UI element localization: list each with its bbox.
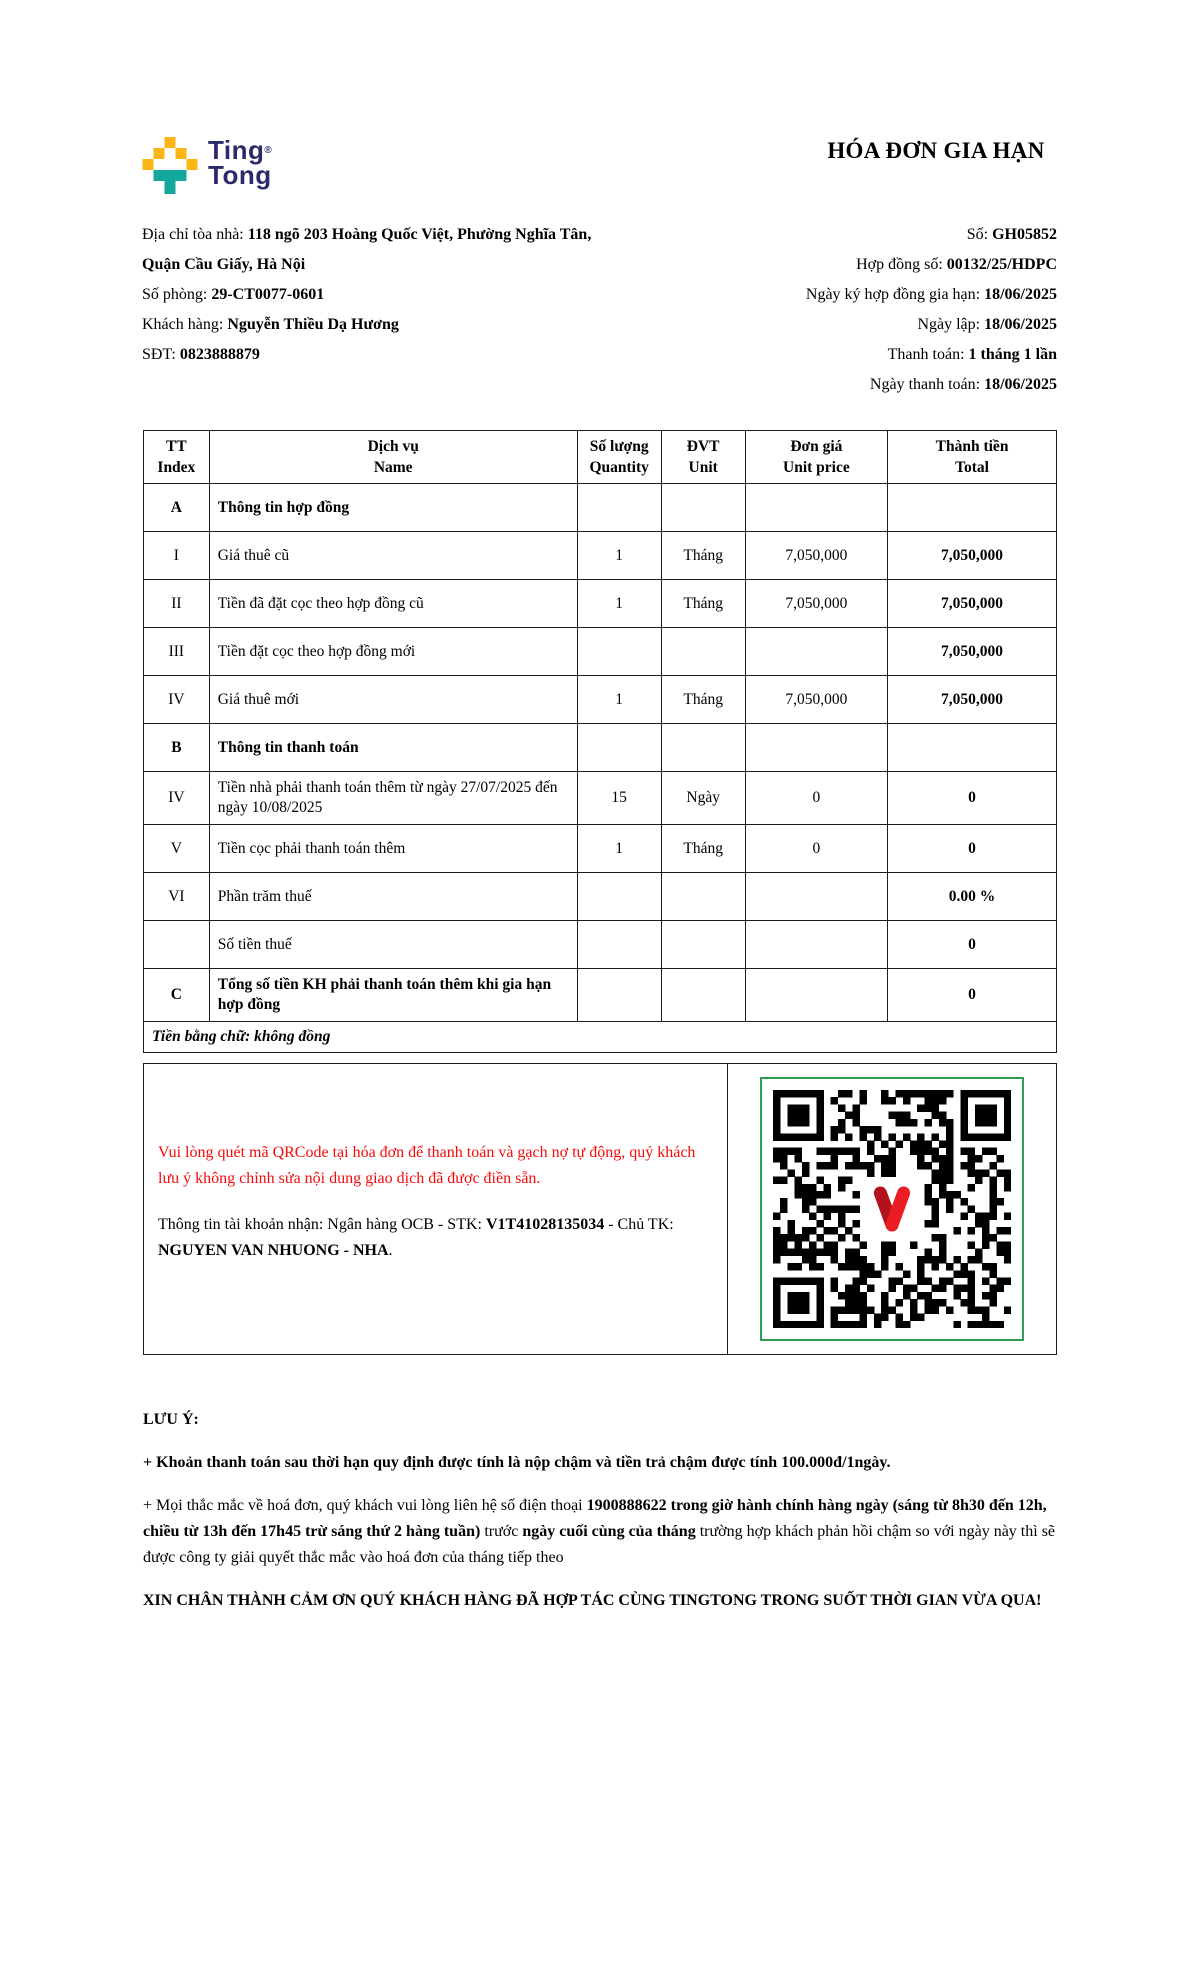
invoice-body bbox=[143, 430, 1057, 1614]
text-segment: trường hợp khách phản hồi chậm so với ngày này thì sẽ được công ty giải quyết thắc mắc vào hoá đơn của tháng tiếp theo bbox=[143, 1523, 1056, 1566]
text-segment: 1900888622 trong giờ hành chính hàng ngày (sáng từ 8h30 đến 12h, chiều từ 13h đến 17h45 trừ sáng thứ 2 hàng tuần) bbox=[143, 1497, 1047, 1540]
cell-name: Tiền nhà phải thanh toán thêm từ ngày 27/07/2025 đến ngày 10/08/2025 bbox=[209, 772, 577, 825]
cell-total: 0 bbox=[888, 825, 1057, 873]
amount-in-words: Tiền bằng chữ: không đồng bbox=[144, 1022, 1057, 1053]
header-line1: Đơn giá bbox=[790, 438, 843, 455]
cell-unit bbox=[661, 969, 745, 1022]
header-line1: Số lượng bbox=[589, 438, 649, 455]
info-label: SĐT: bbox=[142, 346, 180, 363]
info-label: Địa chỉ tòa nhà: bbox=[142, 226, 248, 243]
cell-name: Tổng số tiền KH phải thanh toán thêm khi gia hạn hợp đồng bbox=[209, 969, 577, 1022]
cell-unit: Tháng bbox=[661, 532, 745, 580]
info-line bbox=[142, 310, 620, 340]
cell-unit bbox=[661, 628, 745, 676]
cell-index: IV bbox=[144, 772, 210, 825]
table-row bbox=[144, 921, 1057, 969]
table-header-cell bbox=[661, 431, 745, 484]
table-row bbox=[144, 873, 1057, 921]
table-row bbox=[144, 628, 1057, 676]
table-row bbox=[144, 969, 1057, 1022]
table-header-cell bbox=[577, 431, 661, 484]
cell-unit: Tháng bbox=[661, 825, 745, 873]
cell-name: Tiền cọc phải thanh toán thêm bbox=[209, 825, 577, 873]
cell-quantity: 1 bbox=[577, 532, 661, 580]
cell-name: Thông tin hợp đồng bbox=[209, 484, 577, 532]
late-fee-note: + Khoản thanh toán sau thời hạn quy định được tính là nộp chậm và tiền trả chậm được tính 100.000đ/1ngày. bbox=[143, 1454, 891, 1471]
qr-payment-notice: Vui lòng quét mã QRCode tại hóa đơn để thanh toán và gạch nợ tự động, quý khách lưu ý không chỉnh sửa nội dung giao dịch đã được điền sẵn. bbox=[158, 1144, 696, 1187]
info-line bbox=[142, 220, 620, 280]
header-line2: Index bbox=[157, 459, 196, 476]
header-line2: Total bbox=[955, 459, 989, 476]
cell-unit-price: 7,050,000 bbox=[745, 580, 887, 628]
cell-index: IV bbox=[144, 676, 210, 724]
cell-quantity bbox=[577, 873, 661, 921]
info-line bbox=[587, 310, 1057, 340]
cell-unit-price bbox=[745, 484, 887, 532]
info-label: Số: bbox=[966, 226, 993, 243]
text-segment: NGUYEN VAN NHUONG - NHA bbox=[158, 1242, 389, 1259]
qr-code-frame bbox=[760, 1077, 1024, 1341]
info-label: Hợp đồng số: bbox=[856, 256, 947, 273]
cell-name: Tiền đã đặt cọc theo hợp đồng cũ bbox=[209, 580, 577, 628]
text-segment: Thông tin tài khoản nhận: Ngân hàng OCB - STK: bbox=[158, 1216, 486, 1233]
cell-unit-price bbox=[745, 873, 887, 921]
header-line2: Unit bbox=[688, 459, 718, 476]
cell-unit-price bbox=[745, 628, 887, 676]
cell-unit-price: 7,050,000 bbox=[745, 532, 887, 580]
info-value: 18/06/2025 bbox=[984, 376, 1057, 393]
cell-unit-price bbox=[745, 969, 887, 1022]
cell-unit bbox=[661, 873, 745, 921]
qr-code bbox=[773, 1090, 1011, 1328]
notes-section bbox=[143, 1407, 1057, 1614]
table-row bbox=[144, 580, 1057, 628]
cell-unit bbox=[661, 921, 745, 969]
info-label: Ngày thanh toán: bbox=[869, 376, 985, 393]
cell-total: 0 bbox=[888, 921, 1057, 969]
info-value: 00132/25/HDPC bbox=[946, 256, 1057, 273]
info-label: Khách hàng: bbox=[142, 316, 228, 333]
info-line bbox=[142, 340, 620, 370]
wordmark-line2: Tong bbox=[208, 160, 272, 190]
cell-total: 7,050,000 bbox=[888, 676, 1057, 724]
table-row bbox=[144, 484, 1057, 532]
cell-unit-price: 0 bbox=[745, 772, 887, 825]
cell-total: 7,050,000 bbox=[888, 532, 1057, 580]
cell-quantity bbox=[577, 724, 661, 772]
receiving-account-info bbox=[158, 1212, 701, 1264]
cell-name: Phần trăm thuế bbox=[209, 873, 577, 921]
cell-index: VI bbox=[144, 873, 210, 921]
header-line1: ĐVT bbox=[686, 438, 720, 455]
header-line1: Dịch vụ bbox=[367, 438, 419, 455]
table-row bbox=[144, 676, 1057, 724]
cell-unit-price bbox=[745, 724, 887, 772]
wordmark-line1: Ting® bbox=[208, 135, 273, 165]
table-header-row bbox=[144, 431, 1057, 484]
invoice-title: HÓA ĐƠN GIA HẠN bbox=[827, 138, 1045, 163]
cell-quantity: 15 bbox=[577, 772, 661, 825]
header-line2: Quantity bbox=[589, 459, 649, 476]
cell-total bbox=[888, 484, 1057, 532]
info-line bbox=[587, 250, 1057, 280]
text-segment: V1T41028135034 bbox=[485, 1216, 605, 1233]
payment-text-cell bbox=[144, 1064, 728, 1354]
header-line2: Name bbox=[373, 459, 413, 476]
cell-unit bbox=[661, 724, 745, 772]
text-segment: trước bbox=[480, 1523, 523, 1540]
cell-index: II bbox=[144, 580, 210, 628]
cell-total bbox=[888, 724, 1057, 772]
header-line1: TT bbox=[166, 438, 187, 455]
amount-in-words-row bbox=[144, 1022, 1057, 1053]
info-line bbox=[587, 220, 1057, 250]
cell-name: Tiền đặt cọc theo hợp đồng mới bbox=[209, 628, 577, 676]
table-header-cell bbox=[209, 431, 577, 484]
info-value: 0823888879 bbox=[179, 346, 260, 363]
cell-index: III bbox=[144, 628, 210, 676]
tingtong-logo-icon bbox=[142, 137, 198, 195]
table-header-cell bbox=[888, 431, 1057, 484]
table-row bbox=[144, 772, 1057, 825]
cell-name: Giá thuê mới bbox=[209, 676, 577, 724]
notes-heading: LƯU Ý: bbox=[143, 1411, 199, 1428]
building-customer-info bbox=[142, 220, 620, 370]
cell-total: 0.00 % bbox=[888, 873, 1057, 921]
cell-quantity: 1 bbox=[577, 580, 661, 628]
info-value: 18/06/2025 bbox=[984, 316, 1057, 333]
brand-logo bbox=[142, 137, 272, 195]
cell-index: I bbox=[144, 532, 210, 580]
header-line1: Thành tiền bbox=[935, 438, 1009, 455]
cell-unit bbox=[661, 484, 745, 532]
info-line bbox=[142, 280, 620, 310]
cell-quantity bbox=[577, 484, 661, 532]
table-header-cell bbox=[745, 431, 887, 484]
cell-name: Thông tin thanh toán bbox=[209, 724, 577, 772]
cell-quantity: 1 bbox=[577, 825, 661, 873]
cell-unit: Tháng bbox=[661, 676, 745, 724]
hotline-note bbox=[143, 1493, 1057, 1571]
registered-mark: ® bbox=[264, 145, 273, 156]
info-label: Ngày ký hợp đồng gia hạn: bbox=[805, 286, 985, 303]
cell-quantity: 1 bbox=[577, 676, 661, 724]
cell-index: C bbox=[144, 969, 210, 1022]
cell-total: 7,050,000 bbox=[888, 628, 1057, 676]
cell-unit: Tháng bbox=[661, 580, 745, 628]
info-line bbox=[587, 340, 1057, 370]
logo-wordmark bbox=[208, 135, 273, 190]
invoice-meta-info bbox=[587, 220, 1057, 400]
services-table bbox=[143, 430, 1057, 1053]
table-header-cell bbox=[144, 431, 210, 484]
cell-name: Giá thuê cũ bbox=[209, 532, 577, 580]
info-label: Số phòng: bbox=[142, 286, 212, 303]
cell-index: B bbox=[144, 724, 210, 772]
text-segment: . bbox=[388, 1242, 393, 1259]
cell-quantity bbox=[577, 969, 661, 1022]
payment-panel bbox=[143, 1063, 1057, 1355]
thank-you-note: XIN CHÂN THÀNH CẢM ƠN QUÝ KHÁCH HÀNG ĐÃ HỢP TÁC CÙNG TINGTONG TRONG SUỐT THỜI GIAN VỪA QUA! bbox=[143, 1592, 1042, 1609]
text-segment: + Mọi thắc mắc về hoá đơn, quý khách vui lòng liên hệ số điện thoại bbox=[143, 1497, 587, 1514]
info-line bbox=[587, 280, 1057, 310]
text-segment: ngày cuối cùng của tháng bbox=[522, 1523, 696, 1540]
info-value: 29-CT0077-0601 bbox=[211, 286, 325, 303]
cell-unit-price: 0 bbox=[745, 825, 887, 873]
cell-total: 0 bbox=[888, 969, 1057, 1022]
cell-index: A bbox=[144, 484, 210, 532]
cell-name: Số tiền thuế bbox=[209, 921, 577, 969]
cell-index bbox=[144, 921, 210, 969]
cell-unit: Ngày bbox=[661, 772, 745, 825]
header-line2: Unit price bbox=[783, 459, 850, 476]
vietqr-v-icon bbox=[863, 1180, 921, 1238]
info-line bbox=[587, 370, 1057, 400]
cell-total: 0 bbox=[888, 772, 1057, 825]
info-value: 18/06/2025 bbox=[984, 286, 1057, 303]
info-value: Nguyễn Thiều Dạ Hương bbox=[227, 316, 399, 333]
cell-total: 7,050,000 bbox=[888, 580, 1057, 628]
cell-quantity bbox=[577, 628, 661, 676]
info-label: Ngày lập: bbox=[917, 316, 985, 333]
cell-unit-price bbox=[745, 921, 887, 969]
text-segment: - Chủ TK: bbox=[604, 1216, 674, 1233]
info-value: 118 ngõ 203 Hoàng Quốc Việt, Phường Nghĩa Tân, Quận Cầu Giấy, Hà Nội bbox=[142, 226, 592, 273]
table-row bbox=[144, 825, 1057, 873]
info-value: GH05852 bbox=[992, 226, 1057, 243]
info-label: Thanh toán: bbox=[887, 346, 969, 363]
cell-unit-price: 7,050,000 bbox=[745, 676, 887, 724]
cell-quantity bbox=[577, 921, 661, 969]
cell-index: V bbox=[144, 825, 210, 873]
qr-code-cell bbox=[728, 1064, 1056, 1354]
table-row bbox=[144, 724, 1057, 772]
table-row bbox=[144, 532, 1057, 580]
info-value: 1 tháng 1 lần bbox=[968, 346, 1057, 363]
